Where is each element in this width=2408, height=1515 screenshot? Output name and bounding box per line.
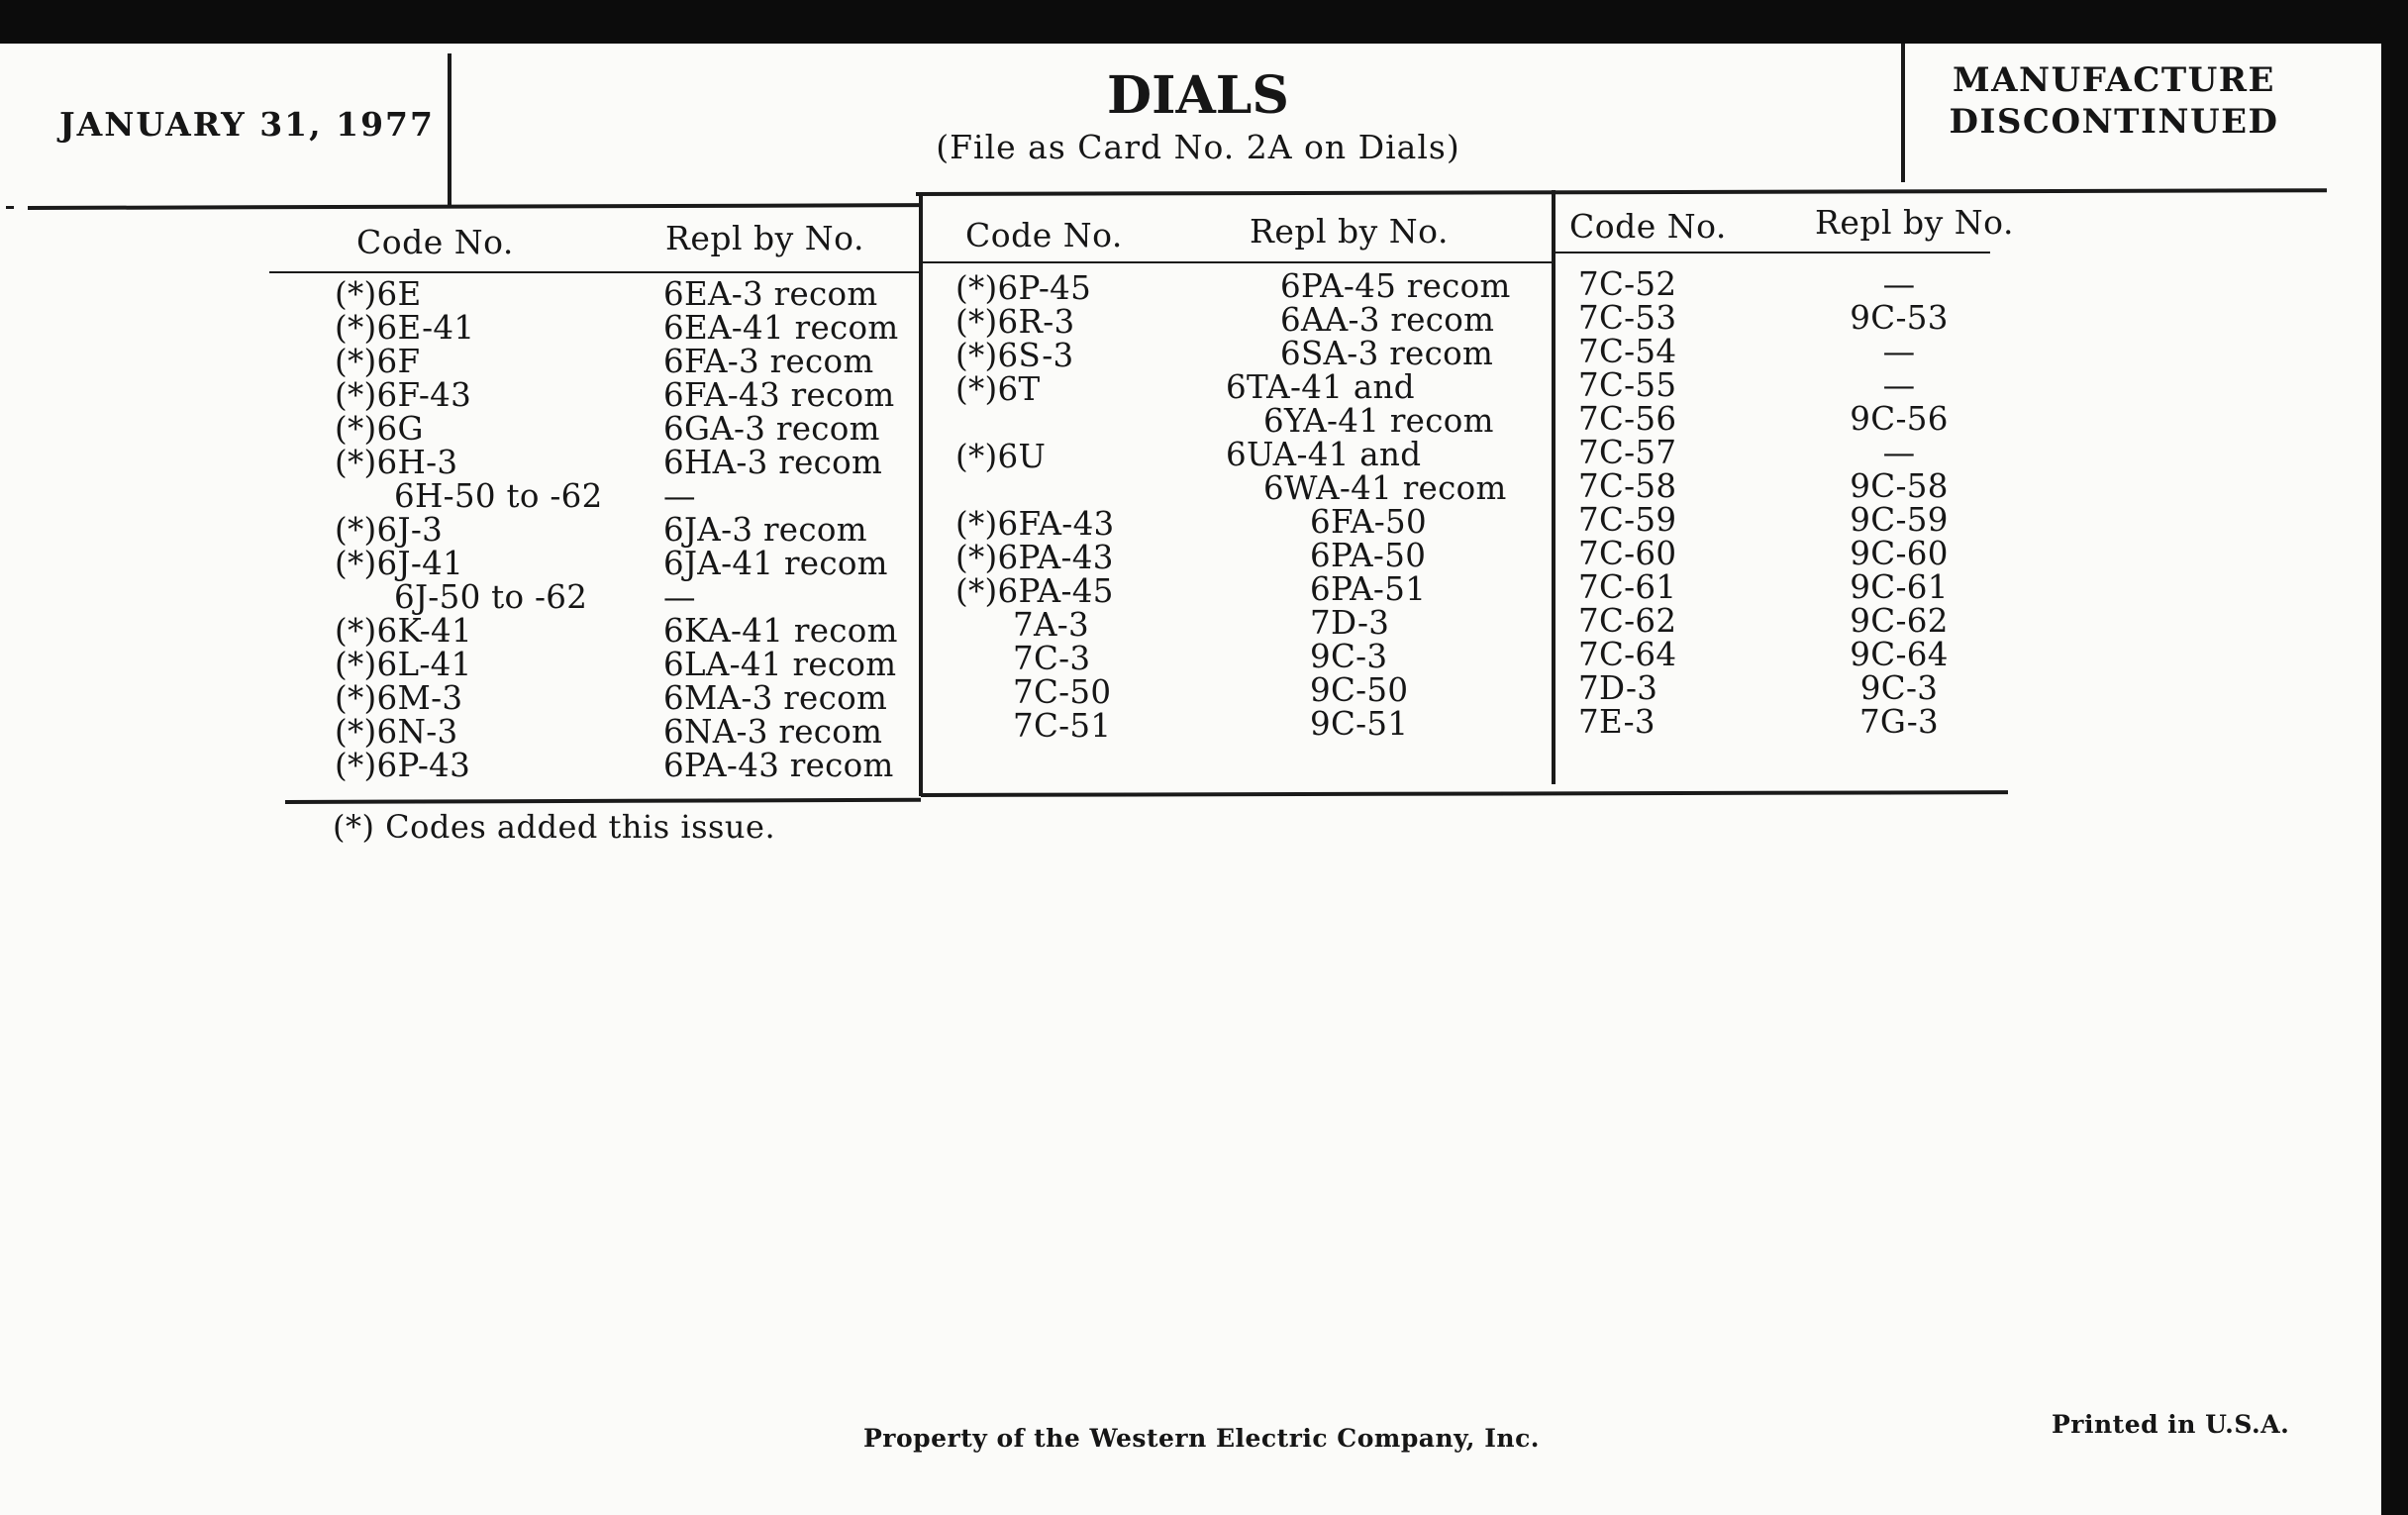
table3-code: 7C-56 xyxy=(1578,400,1677,438)
table-bottom-rule-left xyxy=(285,798,921,804)
table3-repl: 9C-60 xyxy=(1850,535,1949,572)
table1-repl: 6JA-3 recom xyxy=(663,511,867,549)
table1-code: (*)6J-3 xyxy=(335,511,444,549)
header-divider-right xyxy=(1901,44,1905,182)
property-notice: Property of the Western Electric Company, Inc. xyxy=(863,1424,1541,1453)
table-bottom-rule-right xyxy=(921,790,2008,797)
table1-code: (*)6J-41 xyxy=(335,545,464,582)
table1-repl: 6LA-41 recom xyxy=(663,646,897,683)
table2-code: (*)6T xyxy=(955,370,1041,408)
table1-code: (*)6K-41 xyxy=(335,612,472,650)
table1-repl: 6FA-43 recom xyxy=(663,376,895,414)
table2-repl-header: Repl by No. xyxy=(1250,212,1449,251)
table3-code: 7C-54 xyxy=(1578,333,1677,370)
table1-repl: — xyxy=(663,477,696,515)
table-divider-1 xyxy=(919,194,923,796)
table1-code: (*)6L-41 xyxy=(335,646,472,683)
table2-code: 7C-3 xyxy=(1013,640,1091,677)
table3-repl: 9C-59 xyxy=(1850,501,1949,539)
table3-repl: — xyxy=(1882,265,1916,303)
table1-code: 6H-50 to -62 xyxy=(394,477,603,515)
table2-repl: 6AA-3 recom xyxy=(1280,301,1495,339)
table2-code: (*)6PA-43 xyxy=(955,539,1114,576)
table1-code: (*)6E-41 xyxy=(335,309,475,347)
table1-repl-header: Repl by No. xyxy=(665,219,864,257)
table1-repl: 6MA-3 recom xyxy=(663,679,888,717)
table2-repl: 9C-3 xyxy=(1310,638,1388,675)
table3-code: 7C-62 xyxy=(1578,602,1677,640)
table2-code: (*)6FA-43 xyxy=(955,505,1115,543)
table1-repls xyxy=(663,277,899,782)
table1-code-header: Code No. xyxy=(356,223,514,261)
table1-repl: 6KA-41 recom xyxy=(663,612,898,650)
table2-repls xyxy=(1226,269,1511,741)
table1-code: (*)6H-3 xyxy=(335,444,458,481)
table3-codes xyxy=(1578,267,1676,739)
table3-code: 7C-58 xyxy=(1578,467,1677,505)
table1-repl: 6HA-3 recom xyxy=(663,444,883,481)
table3-repl: 9C-62 xyxy=(1850,602,1949,640)
table1-code: (*)6M-3 xyxy=(335,679,463,717)
table3-code: 7D-3 xyxy=(1578,669,1658,707)
table1-code: (*)6F-43 xyxy=(335,376,472,414)
table2-repl: 6WA-41 recom xyxy=(1263,469,1507,507)
table3-repl: 9C-53 xyxy=(1850,299,1949,337)
table3-repl-header: Repl by No. xyxy=(1815,203,2014,242)
table3-code: 7C-59 xyxy=(1578,501,1677,539)
table3-code: 7C-52 xyxy=(1578,265,1677,303)
page-subtitle: (File as Card No. 2A on Dials) xyxy=(936,128,1460,166)
table3-repl: 9C-56 xyxy=(1850,400,1949,438)
table2-repl: 6UA-41 and xyxy=(1226,436,1422,473)
table2-code: (*)6P-45 xyxy=(955,269,1092,307)
printed-in: Printed in U.S.A. xyxy=(2052,1410,2290,1439)
table3-repl: 9C-3 xyxy=(1859,669,1939,707)
header-rule-right xyxy=(916,188,2327,196)
table1-repl: — xyxy=(663,578,696,616)
table3-code: 7C-57 xyxy=(1578,434,1677,471)
table1-code: (*)6G xyxy=(335,410,424,448)
table1-header-rule xyxy=(269,271,919,273)
table2-repl: 6PA-45 recom xyxy=(1280,267,1511,305)
table3-repl: 9C-64 xyxy=(1850,636,1949,673)
index-card xyxy=(0,44,2381,1515)
footnote: (*) Codes added this issue. xyxy=(333,808,776,846)
table2-repl: 6YA-41 recom xyxy=(1263,402,1494,440)
table2-code: 7C-50 xyxy=(1013,673,1112,711)
table2-repl: 6FA-50 xyxy=(1310,503,1428,541)
table3-repl: 9C-61 xyxy=(1850,568,1949,606)
table3-code: 7E-3 xyxy=(1578,703,1656,741)
table3-repls xyxy=(1850,267,1949,739)
edge-mark xyxy=(6,206,14,209)
table2-codes xyxy=(955,271,1115,743)
table1-repl: 6GA-3 recom xyxy=(663,410,880,448)
table1-repl: 6EA-3 recom xyxy=(663,275,878,313)
table3-repl: — xyxy=(1882,333,1916,370)
table2-header-rule xyxy=(921,261,1555,263)
table2-code: (*)6U xyxy=(955,438,1047,475)
table2-code: 7C-51 xyxy=(1013,707,1112,745)
table1-code: (*)6E xyxy=(335,275,422,313)
table3-repl: 9C-58 xyxy=(1850,467,1949,505)
table2-code xyxy=(955,406,1115,440)
table2-repl: 7D-3 xyxy=(1310,604,1390,642)
table1-repl: 6EA-41 recom xyxy=(663,309,899,347)
table1-repl: 6PA-43 recom xyxy=(663,747,894,784)
table2-code: 7A-3 xyxy=(1013,606,1090,644)
table2-repl: 6PA-50 xyxy=(1310,537,1427,574)
table2-repl: 9C-51 xyxy=(1310,705,1409,743)
table2-repl: 6PA-51 xyxy=(1310,570,1427,608)
table1-codes xyxy=(335,277,603,782)
table1-code: (*)6P-43 xyxy=(335,747,471,784)
table1-code: (*)6F xyxy=(335,343,421,380)
table3-code: 7C-64 xyxy=(1578,636,1677,673)
status-line-1: MANUFACTURE xyxy=(1953,60,2275,100)
table2-code xyxy=(955,473,1115,507)
table1-code: 6J-50 to -62 xyxy=(394,578,588,616)
table2-repl: 6SA-3 recom xyxy=(1280,335,1494,372)
status-label xyxy=(1911,59,2317,143)
table2-code: (*)6S-3 xyxy=(955,337,1074,374)
table3-repl: — xyxy=(1882,434,1916,471)
table1-repl: 6NA-3 recom xyxy=(663,713,883,751)
table-divider-2 xyxy=(1552,190,1555,784)
table3-code: 7C-55 xyxy=(1578,366,1677,404)
issue-date: JANUARY 31, 1977 xyxy=(59,105,435,144)
table2-code-header: Code No. xyxy=(965,216,1123,254)
page-title: DIALS xyxy=(1107,65,1289,126)
table1-code: (*)6N-3 xyxy=(335,713,458,751)
header-rule-left xyxy=(28,203,919,210)
table3-code: 7C-61 xyxy=(1578,568,1677,606)
table2-repl: 9C-50 xyxy=(1310,671,1409,709)
status-line-2: DISCONTINUED xyxy=(1949,102,2279,142)
table3-repl: 7G-3 xyxy=(1858,703,1940,741)
table3-code-header: Code No. xyxy=(1569,207,1727,246)
table1-repl: 6JA-41 recom xyxy=(663,545,888,582)
header-divider-left xyxy=(448,53,452,207)
table1-repl: 6FA-3 recom xyxy=(663,343,874,380)
table2-code: (*)6R-3 xyxy=(955,303,1075,341)
table3-header-rule xyxy=(1555,252,1990,253)
table3-code: 7C-60 xyxy=(1578,535,1677,572)
table3-repl: — xyxy=(1882,366,1916,404)
table2-repl: 6TA-41 and xyxy=(1226,368,1415,406)
table2-code: (*)6PA-45 xyxy=(955,572,1114,610)
table3-code: 7C-53 xyxy=(1578,299,1677,337)
